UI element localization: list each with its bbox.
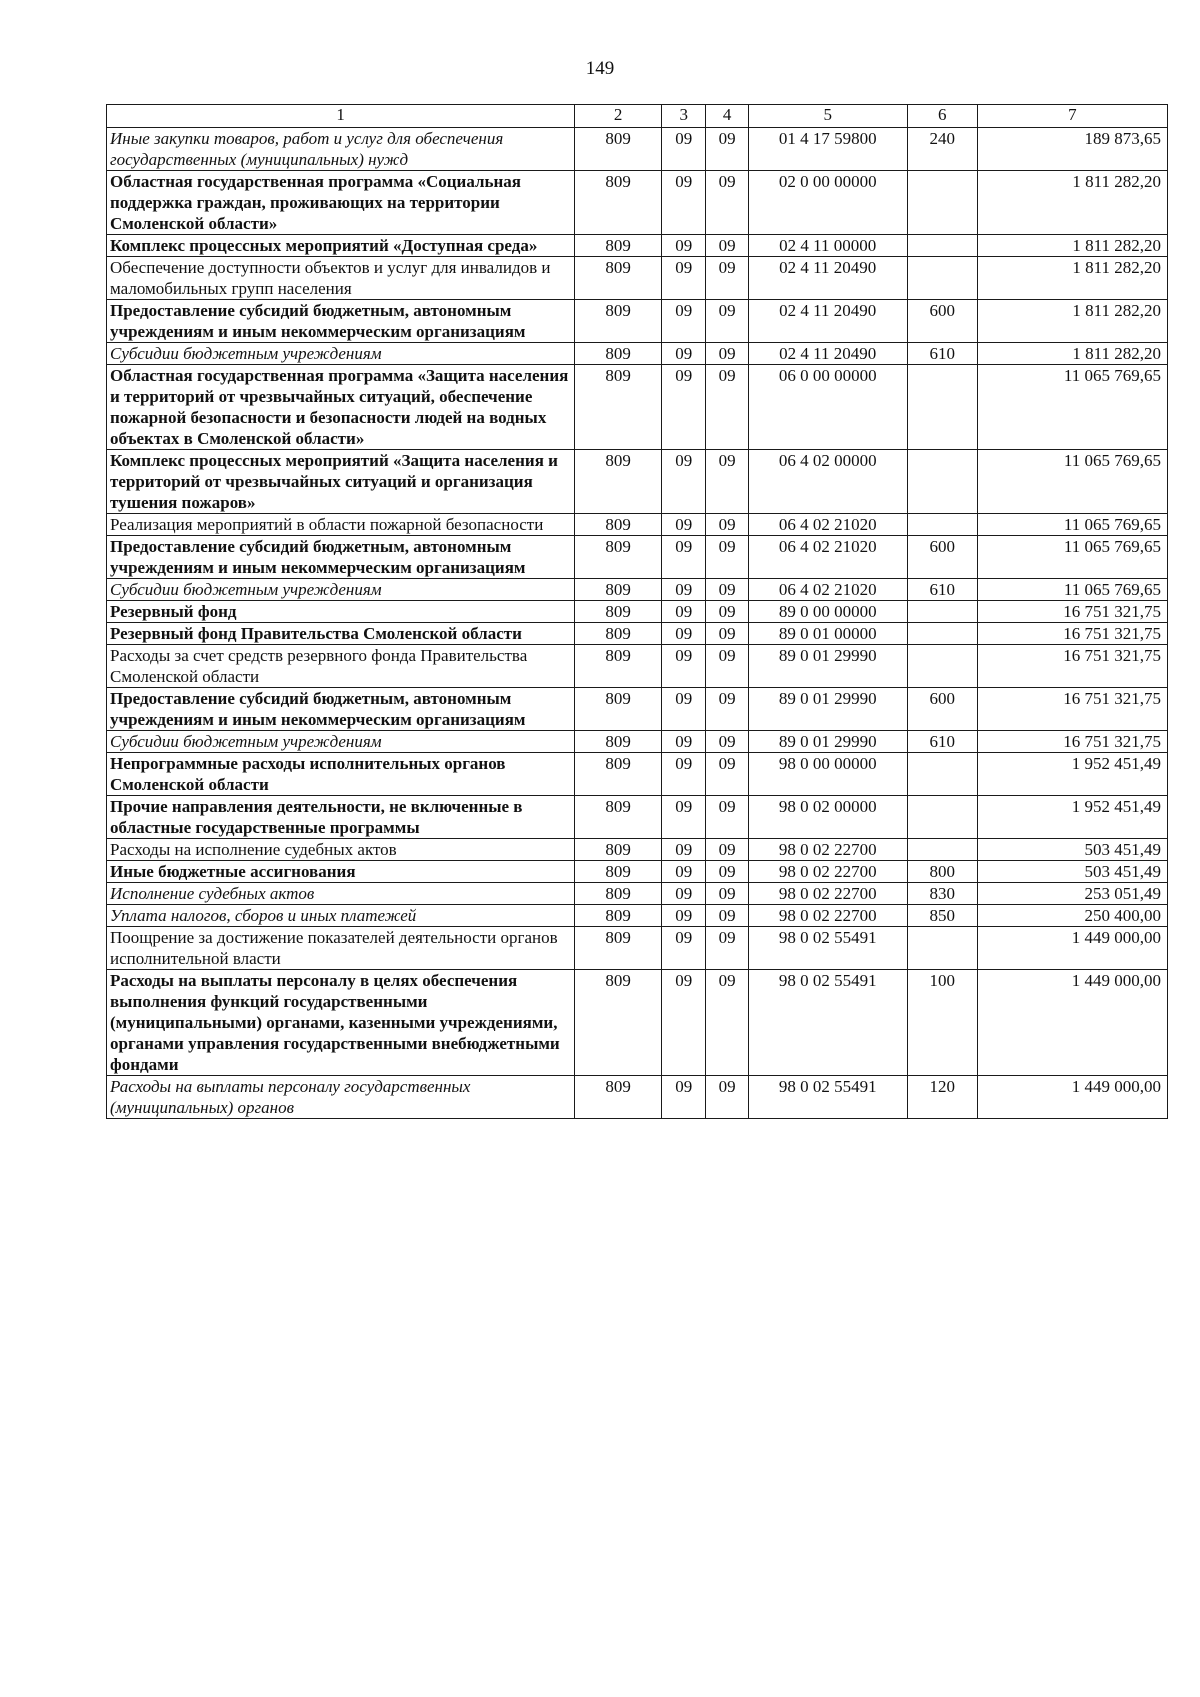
section-code: 09 (661, 731, 705, 753)
target-article-code: 06 4 02 21020 (748, 514, 907, 536)
subsection-code: 09 (706, 688, 748, 731)
table-row (107, 796, 1168, 839)
row-description: Предоставление субсидий бюджетным, автономным учреждениям и иным некоммерческим организациям (107, 300, 575, 343)
table-row (107, 970, 1168, 1076)
admin-code: 809 (575, 839, 662, 861)
expense-type-code: 800 (907, 861, 977, 883)
subsection-code: 09 (706, 171, 748, 235)
subsection-code: 09 (706, 839, 748, 861)
admin-code: 809 (575, 579, 662, 601)
admin-code: 809 (575, 796, 662, 839)
table-row (107, 536, 1168, 579)
section-code: 09 (661, 796, 705, 839)
admin-code: 809 (575, 536, 662, 579)
row-description: Расходы на исполнение судебных актов (107, 839, 575, 861)
admin-code: 809 (575, 753, 662, 796)
admin-code: 809 (575, 970, 662, 1076)
subsection-code: 09 (706, 927, 748, 970)
admin-code: 809 (575, 731, 662, 753)
row-description: Областная государственная программа «Социальная поддержка граждан, проживающих на территории Смоленской области» (107, 171, 575, 235)
admin-code: 809 (575, 257, 662, 300)
target-article-code: 98 0 00 00000 (748, 753, 907, 796)
amount: 1 811 282,20 (977, 300, 1167, 343)
section-code: 09 (661, 688, 705, 731)
subsection-code: 09 (706, 300, 748, 343)
expense-type-code: 600 (907, 536, 977, 579)
amount: 11 065 769,65 (977, 514, 1167, 536)
admin-code: 809 (575, 300, 662, 343)
budget-table (106, 104, 1168, 1119)
row-description: Иные бюджетные ассигнования (107, 861, 575, 883)
table-row (107, 905, 1168, 927)
target-article-code: 06 0 00 00000 (748, 365, 907, 450)
expense-type-code: 100 (907, 970, 977, 1076)
expense-type-code: 850 (907, 905, 977, 927)
section-code: 09 (661, 839, 705, 861)
row-description: Расходы на выплаты персоналу в целях обеспечения выполнения функций государственными (муниципальными) органами, казенными учреждениями, органами управления государственными внебюджетными фондами (107, 970, 575, 1076)
section-code: 09 (661, 257, 705, 300)
table-row (107, 927, 1168, 970)
row-description: Областная государственная программа «Защита населения и территорий от чрезвычайных ситуаций, обеспечение пожарной безопасности и безопасности людей на водных объектах в Смоленской области» (107, 365, 575, 450)
target-article-code: 98 0 02 22700 (748, 905, 907, 927)
amount: 16 751 321,75 (977, 731, 1167, 753)
amount: 16 751 321,75 (977, 623, 1167, 645)
admin-code: 809 (575, 1076, 662, 1119)
amount: 11 065 769,65 (977, 536, 1167, 579)
subsection-code: 09 (706, 623, 748, 645)
column-header-6: 6 (907, 105, 977, 128)
row-description: Поощрение за достижение показателей деятельности органов исполнительной власти (107, 927, 575, 970)
section-code: 09 (661, 235, 705, 257)
row-description: Реализация мероприятий в области пожарной безопасности (107, 514, 575, 536)
column-header-4: 4 (706, 105, 748, 128)
section-code: 09 (661, 128, 705, 171)
row-description: Комплекс процессных мероприятий «Защита населения и территорий от чрезвычайных ситуаций и организация тушения пожаров» (107, 450, 575, 514)
row-description: Резервный фонд (107, 601, 575, 623)
column-header-5: 5 (748, 105, 907, 128)
amount: 1 811 282,20 (977, 235, 1167, 257)
subsection-code: 09 (706, 257, 748, 300)
admin-code: 809 (575, 514, 662, 536)
admin-code: 809 (575, 343, 662, 365)
column-header-1: 1 (107, 105, 575, 128)
page-number: 149 (585, 58, 615, 79)
admin-code: 809 (575, 365, 662, 450)
row-description: Обеспечение доступности объектов и услуг для инвалидов и маломобильных групп населения (107, 257, 575, 300)
row-description: Иные закупки товаров, работ и услуг для обеспечения государственных (муниципальных) нужд (107, 128, 575, 171)
target-article-code: 06 4 02 21020 (748, 536, 907, 579)
amount: 11 065 769,65 (977, 579, 1167, 601)
amount: 16 751 321,75 (977, 645, 1167, 688)
admin-code: 809 (575, 927, 662, 970)
target-article-code: 98 0 02 00000 (748, 796, 907, 839)
table-row (107, 514, 1168, 536)
target-article-code: 89 0 01 00000 (748, 623, 907, 645)
row-description: Комплекс процессных мероприятий «Доступная среда» (107, 235, 575, 257)
subsection-code: 09 (706, 861, 748, 883)
section-code: 09 (661, 753, 705, 796)
amount: 1 811 282,20 (977, 257, 1167, 300)
amount: 1 449 000,00 (977, 1076, 1167, 1119)
section-code: 09 (661, 579, 705, 601)
target-article-code: 98 0 02 55491 (748, 1076, 907, 1119)
row-description: Расходы на выплаты персоналу государственных (муниципальных) органов (107, 1076, 575, 1119)
expense-type-code (907, 645, 977, 688)
row-description: Резервный фонд Правительства Смоленской области (107, 623, 575, 645)
table-row (107, 450, 1168, 514)
table-body (107, 128, 1168, 1119)
table-row (107, 731, 1168, 753)
table-row (107, 257, 1168, 300)
amount: 1 449 000,00 (977, 927, 1167, 970)
expense-type-code (907, 796, 977, 839)
row-description: Исполнение судебных актов (107, 883, 575, 905)
expense-type-code: 240 (907, 128, 977, 171)
section-code: 09 (661, 1076, 705, 1119)
expense-type-code: 600 (907, 688, 977, 731)
amount: 1 952 451,49 (977, 753, 1167, 796)
table-row (107, 623, 1168, 645)
expense-type-code (907, 623, 977, 645)
section-code: 09 (661, 450, 705, 514)
admin-code: 809 (575, 905, 662, 927)
target-article-code: 89 0 01 29990 (748, 645, 907, 688)
table-row (107, 171, 1168, 235)
section-code: 09 (661, 927, 705, 970)
row-description: Расходы за счет средств резервного фонда Правительства Смоленской области (107, 645, 575, 688)
target-article-code: 89 0 00 00000 (748, 601, 907, 623)
column-header-2: 2 (575, 105, 662, 128)
table-row (107, 235, 1168, 257)
expense-type-code (907, 257, 977, 300)
row-description: Субсидии бюджетным учреждениям (107, 731, 575, 753)
table-row (107, 601, 1168, 623)
section-code: 09 (661, 300, 705, 343)
section-code: 09 (661, 970, 705, 1076)
admin-code: 809 (575, 601, 662, 623)
target-article-code: 98 0 02 22700 (748, 883, 907, 905)
admin-code: 809 (575, 883, 662, 905)
amount: 503 451,49 (977, 839, 1167, 861)
subsection-code: 09 (706, 365, 748, 450)
table-row (107, 579, 1168, 601)
subsection-code: 09 (706, 235, 748, 257)
admin-code: 809 (575, 235, 662, 257)
admin-code: 809 (575, 128, 662, 171)
header-row (107, 105, 1168, 128)
target-article-code: 01 4 17 59800 (748, 128, 907, 171)
table-row (107, 839, 1168, 861)
target-article-code: 02 4 11 20490 (748, 343, 907, 365)
amount: 11 065 769,65 (977, 365, 1167, 450)
row-description: Уплата налогов, сборов и иных платежей (107, 905, 575, 927)
subsection-code: 09 (706, 450, 748, 514)
subsection-code: 09 (706, 514, 748, 536)
row-description: Прочие направления деятельности, не включенные в областные государственные программы (107, 796, 575, 839)
admin-code: 809 (575, 450, 662, 514)
expense-type-code (907, 235, 977, 257)
amount: 1 811 282,20 (977, 171, 1167, 235)
row-description: Предоставление субсидий бюджетным, автономным учреждениям и иным некоммерческим организациям (107, 688, 575, 731)
section-code: 09 (661, 514, 705, 536)
subsection-code: 09 (706, 970, 748, 1076)
target-article-code: 02 0 00 00000 (748, 171, 907, 235)
subsection-code: 09 (706, 128, 748, 171)
table-row (107, 1076, 1168, 1119)
expense-type-code (907, 514, 977, 536)
subsection-code: 09 (706, 731, 748, 753)
subsection-code: 09 (706, 796, 748, 839)
subsection-code: 09 (706, 753, 748, 796)
admin-code: 809 (575, 645, 662, 688)
table-row (107, 753, 1168, 796)
table-row (107, 343, 1168, 365)
row-description: Непрограммные расходы исполнительных органов Смоленской области (107, 753, 575, 796)
target-article-code: 98 0 02 55491 (748, 927, 907, 970)
amount: 16 751 321,75 (977, 601, 1167, 623)
expense-type-code (907, 171, 977, 235)
expense-type-code (907, 601, 977, 623)
subsection-code: 09 (706, 579, 748, 601)
target-article-code: 98 0 02 55491 (748, 970, 907, 1076)
admin-code: 809 (575, 688, 662, 731)
expense-type-code: 830 (907, 883, 977, 905)
amount: 16 751 321,75 (977, 688, 1167, 731)
target-article-code: 98 0 02 22700 (748, 861, 907, 883)
subsection-code: 09 (706, 645, 748, 688)
table-row (107, 883, 1168, 905)
section-code: 09 (661, 883, 705, 905)
subsection-code: 09 (706, 536, 748, 579)
section-code: 09 (661, 365, 705, 450)
section-code: 09 (661, 905, 705, 927)
admin-code: 809 (575, 861, 662, 883)
expense-type-code: 600 (907, 300, 977, 343)
amount: 253 051,49 (977, 883, 1167, 905)
expense-type-code (907, 450, 977, 514)
table-row (107, 365, 1168, 450)
admin-code: 809 (575, 623, 662, 645)
subsection-code: 09 (706, 1076, 748, 1119)
expense-type-code: 610 (907, 579, 977, 601)
section-code: 09 (661, 343, 705, 365)
subsection-code: 09 (706, 601, 748, 623)
expense-type-code: 610 (907, 343, 977, 365)
amount: 1 449 000,00 (977, 970, 1167, 1076)
subsection-code: 09 (706, 343, 748, 365)
target-article-code: 06 4 02 00000 (748, 450, 907, 514)
admin-code: 809 (575, 171, 662, 235)
amount: 189 873,65 (977, 128, 1167, 171)
column-header-7: 7 (977, 105, 1167, 128)
table-row (107, 645, 1168, 688)
amount: 1 952 451,49 (977, 796, 1167, 839)
table-row (107, 861, 1168, 883)
target-article-code: 02 4 11 20490 (748, 300, 907, 343)
amount: 1 811 282,20 (977, 343, 1167, 365)
amount: 503 451,49 (977, 861, 1167, 883)
section-code: 09 (661, 861, 705, 883)
section-code: 09 (661, 601, 705, 623)
subsection-code: 09 (706, 883, 748, 905)
target-article-code: 02 4 11 00000 (748, 235, 907, 257)
target-article-code: 02 4 11 20490 (748, 257, 907, 300)
target-article-code: 06 4 02 21020 (748, 579, 907, 601)
expense-type-code (907, 365, 977, 450)
section-code: 09 (661, 623, 705, 645)
column-header-3: 3 (661, 105, 705, 128)
expense-type-code: 120 (907, 1076, 977, 1119)
row-description: Предоставление субсидий бюджетным, автономным учреждениям и иным некоммерческим организациям (107, 536, 575, 579)
table-row (107, 128, 1168, 171)
section-code: 09 (661, 536, 705, 579)
target-article-code: 89 0 01 29990 (748, 731, 907, 753)
table-row (107, 688, 1168, 731)
amount: 11 065 769,65 (977, 450, 1167, 514)
expense-type-code (907, 839, 977, 861)
section-code: 09 (661, 171, 705, 235)
target-article-code: 98 0 02 22700 (748, 839, 907, 861)
subsection-code: 09 (706, 905, 748, 927)
section-code: 09 (661, 645, 705, 688)
row-description: Субсидии бюджетным учреждениям (107, 579, 575, 601)
row-description: Субсидии бюджетным учреждениям (107, 343, 575, 365)
expense-type-code: 610 (907, 731, 977, 753)
amount: 250 400,00 (977, 905, 1167, 927)
expense-type-code (907, 927, 977, 970)
expense-type-code (907, 753, 977, 796)
table-row (107, 300, 1168, 343)
target-article-code: 89 0 01 29990 (748, 688, 907, 731)
